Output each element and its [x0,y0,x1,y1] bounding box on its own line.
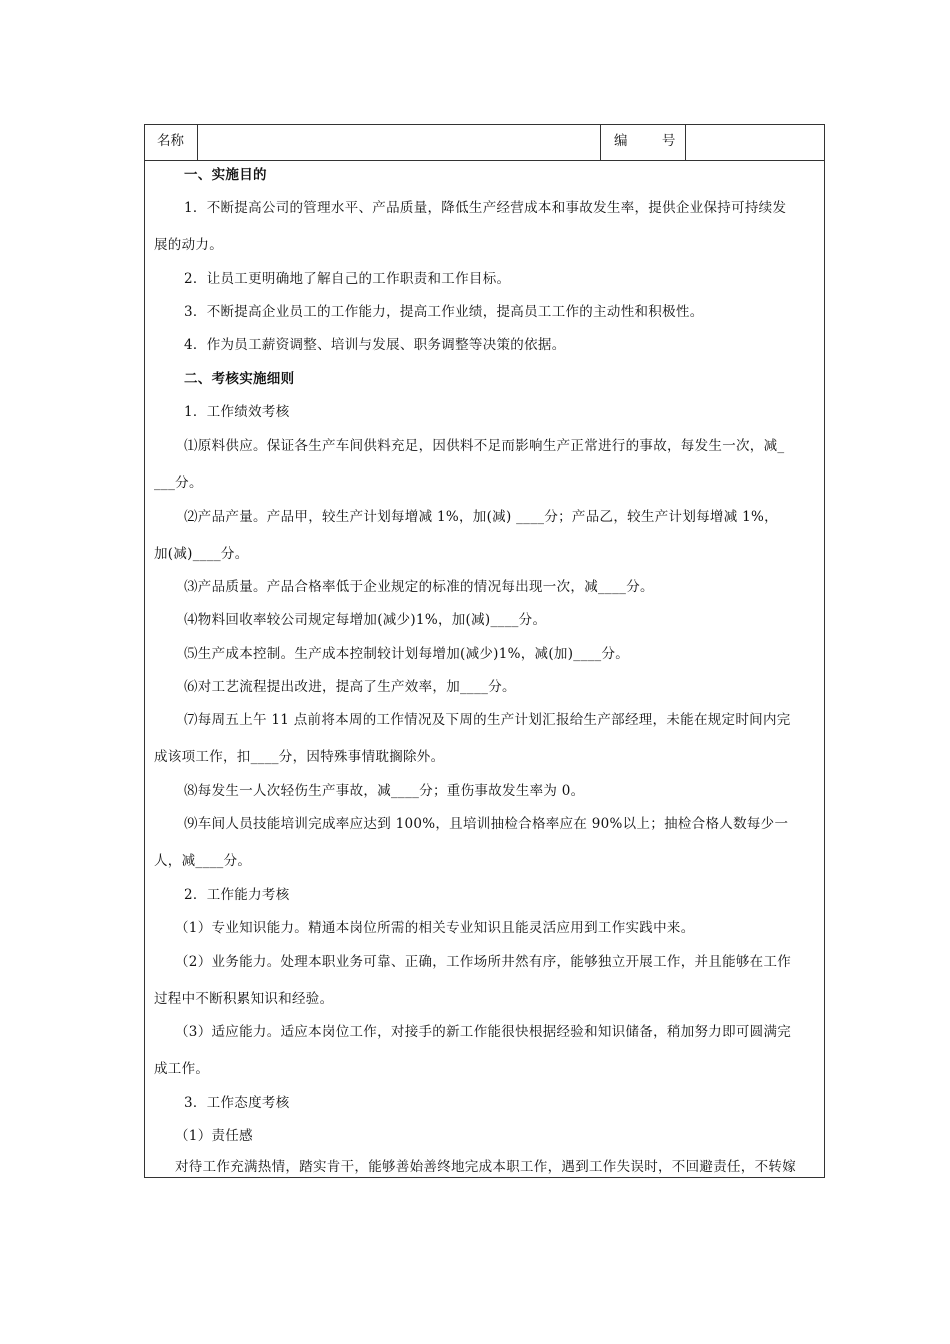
section-heading: 一、实施目的 [184,167,267,183]
name-label: 名称 [157,133,184,149]
paragraph-line: ⑷物料回收率较公司规定每增加(减少)1%，加(减)____分。 [184,612,547,628]
subsection-heading: 2．工作能力考核 [184,887,290,903]
paragraph-line: 过程中不断积累知识和经验。 [154,991,334,1007]
paragraph-line: 展的动力。 [154,237,223,253]
number-label: 编 号 [614,133,676,149]
header-row [145,125,824,161]
document-table [144,124,825,1178]
paragraph-line: 1．不断提高公司的管理水平、产品质量，降低生产经营成本和事故发生率，提供企业保持可持续发 [184,200,787,216]
paragraph-line: ⑻每发生一人次轻伤生产事故，减____分；重伤事故发生率为 0。 [184,783,585,799]
paragraph-line: ⑵产品产量。产品甲，较生产计划每增减 1%，加(减) ____分；产品乙，较生产计划每增减 1%， [184,509,778,525]
paragraph-line: ___分。 [154,475,203,491]
paragraph-line: 2．让员工更明确地了解自己的工作职责和工作目标。 [184,271,511,287]
paragraph-line: ⑼车间人员技能培训完成率应达到 100%，且培训抽检合格率应在 90%以上；抽检合格人数每少一 [184,816,789,832]
paragraph-line: 3．不断提高企业员工的工作能力，提高工作业绩，提高员工工作的主动性和积极性。 [184,304,704,320]
paragraph-line: 人，减____分。 [154,853,252,869]
subsection-heading: 1．工作绩效考核 [184,404,290,420]
paragraph-line: （3）适应能力。适应本岗位工作，对接手的新工作能很快根据经验和知识储备，稍加努力即可圆满完 [175,1024,792,1040]
subsection-heading: 3．工作态度考核 [184,1095,290,1111]
section-heading: 二、考核实施细则 [184,371,295,387]
subsection-heading: （1）责任感 [175,1128,253,1144]
paragraph-line: ⑺每周五上午 11 点前将本周的工作情况及下周的生产计划汇报给生产部经理，未能在规定时间内完 [184,712,791,728]
divider [685,125,686,161]
paragraph-line: 对待工作充满热情，踏实肯干，能够善始善终地完成本职工作，遇到工作失误时，不回避责任，不转嫁 [175,1159,796,1175]
divider [600,125,601,161]
paragraph-line: （2）业务能力。处理本职业务可靠、正确，工作场所井然有序，能够独立开展工作，并且能够在工作 [175,954,792,970]
paragraph-line: ⑴原料供应。保证各生产车间供料充足，因供料不足而影响生产正常进行的事故，每发生一次，减_ [184,438,785,454]
paragraph-line: 成工作。 [154,1061,210,1077]
paragraph-line: （1）专业知识能力。精通本岗位所需的相关专业知识且能灵活应用到工作实践中来。 [175,920,695,936]
divider [197,125,198,161]
paragraph-line: 成该项工作，扣____分，因特殊事情耽搁除外。 [154,749,445,765]
paragraph-line: ⑶产品质量。产品合格率低于企业规定的标准的情况每出现一次，减____分。 [184,579,654,595]
paragraph-line: 加(减)____分。 [154,546,249,562]
paragraph-line: 4．作为员工薪资调整、培训与发展、职务调整等决策的依据。 [184,337,566,353]
paragraph-line: ⑸生产成本控制。生产成本控制较计划每增加(减少)1%，减(加)____分。 [184,646,630,662]
paragraph-line: ⑹对工艺流程提出改进，提高了生产效率，加____分。 [184,679,516,695]
